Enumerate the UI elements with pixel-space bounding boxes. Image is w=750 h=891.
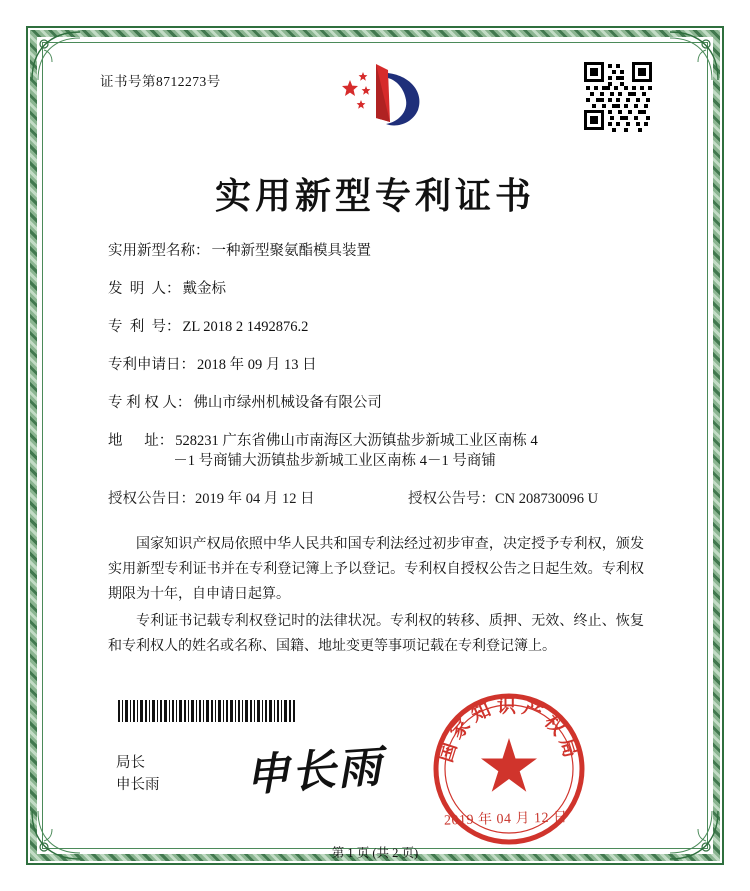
publication-date [108, 490, 408, 510]
field-row-patentee [108, 394, 648, 414]
publication-row [108, 490, 648, 510]
publication-number [408, 490, 648, 510]
cnipa-logo-icon [330, 60, 426, 136]
qr-code [582, 60, 654, 132]
signature-title-label: 局长 [116, 755, 145, 771]
field-value: 2018 年 09 月 13 日 [197, 357, 317, 374]
seal-date: 2019 年 04 月 12 日 [443, 810, 568, 829]
field-row-application-date [108, 356, 648, 376]
publication-date-label: 授权公告日： [108, 490, 195, 507]
address-line-2: －1 号商铺大沥镇盐步新城工业区南栋 4－1 号商铺 [173, 452, 496, 469]
field-label: 实用新型名称： [108, 243, 210, 259]
handwritten-signature: 申长雨 [243, 742, 385, 801]
field-row-inventor [108, 280, 648, 300]
certificate-number: 证书号第8712273号 [100, 74, 221, 89]
field-label: 发 明 人： [108, 281, 181, 298]
field-value: ZL 2018 2 1492876.2 [182, 319, 309, 336]
signature-block [116, 752, 160, 796]
body-text [108, 532, 644, 661]
field-row-address [108, 432, 648, 471]
field-list [108, 242, 648, 528]
field-label: 专利申请日： [108, 357, 195, 374]
field-value-address [173, 432, 648, 471]
barcode [118, 700, 296, 722]
paragraph-2: 专利证书记载专利权登记时的法律状况。专利权的转移、质押、无效、终止、恢复和专利权人的姓名或名称、国籍、地址变更等事项记载在专利登记簿上。 [108, 614, 644, 654]
publication-number-label: 授权公告号： [408, 490, 495, 507]
svg-text:国家知识产权局: 国家知识产权局 [435, 696, 583, 765]
publication-date-value: 2019 年 04 月 12 日 [195, 490, 315, 507]
field-label: 专 利 号： [108, 319, 181, 336]
field-row-utility-model-name [108, 242, 648, 262]
signature-name: 申长雨 [116, 777, 160, 793]
field-value: 一种新型聚氨酯模具装置 [211, 243, 371, 259]
field-value: 佛山市绿州机械设备有限公司 [193, 395, 382, 412]
field-label: 专 利 权 人： [108, 395, 192, 412]
page-title: 实用新型专利证书 [214, 176, 535, 216]
page-footer: 第 1 页 (共 2 页) [331, 846, 419, 860]
paragraph-1: 国家知识产权局依照中华人民共和国专利法经过初步审查，决定授予专利权，颁发实用新型专利证书并在专利登记簿上予以登记。专利权自授权公告之日起生效。专利权期限为十年，自申请日起算。 [108, 537, 644, 602]
publication-number-value: CN 208730096 U [495, 490, 599, 507]
field-value: 戴金标 [182, 281, 226, 298]
field-label: 地 址： [108, 433, 174, 450]
address-line-1: 528231 广东省佛山市南海区大沥镇盐步新城工业区南栋 4 [175, 433, 538, 450]
field-row-patent-number [108, 318, 648, 338]
